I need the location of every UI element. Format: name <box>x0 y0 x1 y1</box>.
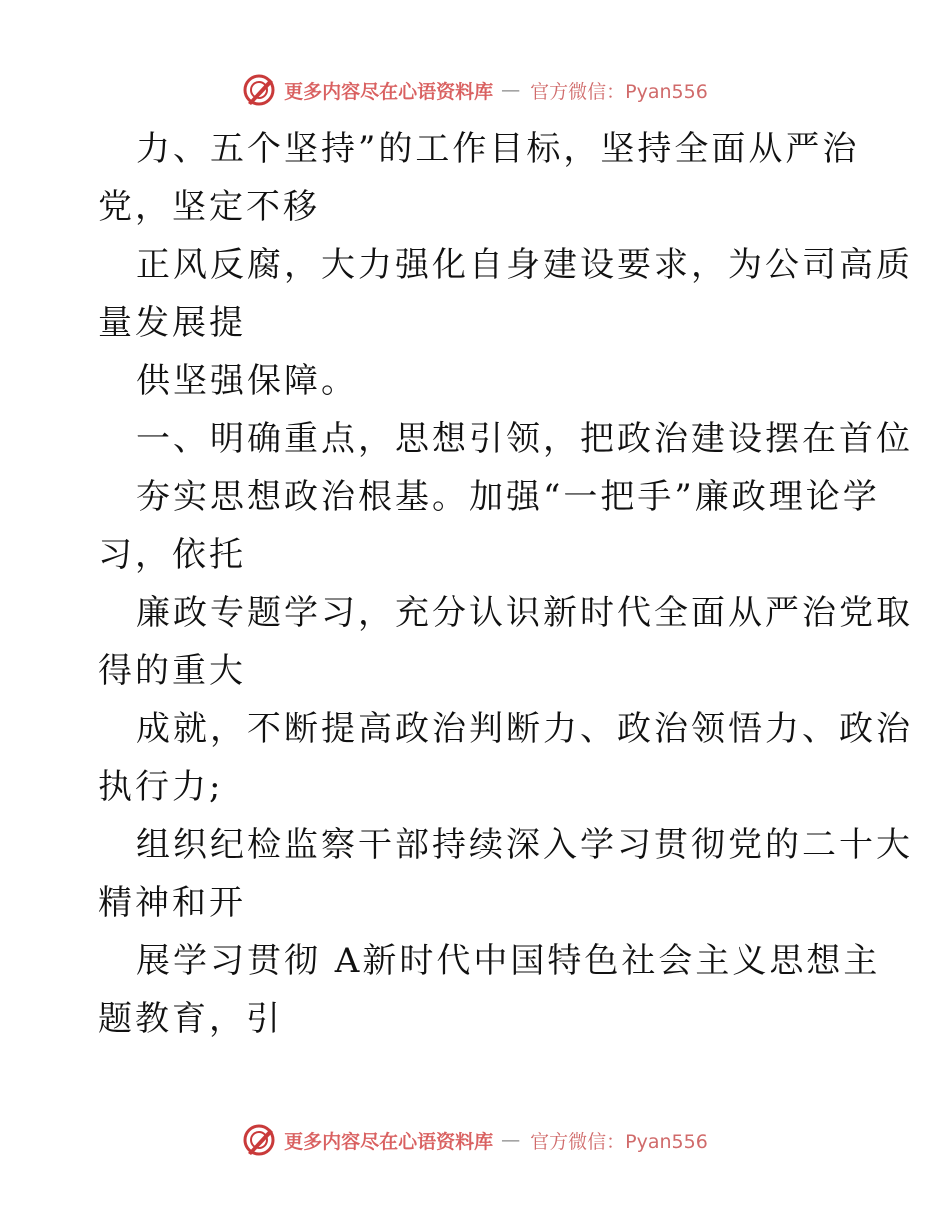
text-line: 组织纪检监察干部持续深入学习贯彻党的二十大 <box>136 825 913 865</box>
banner-wechat: 官方微信：Pyan556 <box>530 1130 708 1153</box>
text-line: 题教育，引 <box>98 999 283 1039</box>
text-line: 一、明确重点，思想引领，把政治建设摆在首位 <box>136 419 913 459</box>
text-line: 精神和开 <box>98 883 246 923</box>
pen-logo-icon <box>242 1123 276 1157</box>
text-line: 夯实思想政治根基。加强“一把手”廉政理论学 <box>136 477 880 517</box>
text-line: 成就，不断提高政治判断力、政治领悟力、政治 <box>136 709 913 749</box>
pen-logo-icon <box>242 73 276 107</box>
banner-title: 更多内容尽在心语资料库 <box>284 1130 494 1153</box>
document-body <box>98 120 913 1048</box>
text-line: 执行力; <box>98 767 224 807</box>
header-banner <box>0 70 950 110</box>
text-line: 量发展提 <box>98 303 246 343</box>
banner-wechat: 官方微信：Pyan556 <box>530 80 708 103</box>
text-line: 得的重大 <box>98 651 246 691</box>
banner-title: 更多内容尽在心语资料库 <box>284 80 494 103</box>
text-line: 正风反腐，大力强化自身建设要求，为公司高质 <box>136 245 913 285</box>
text-line: 习，依托 <box>98 535 246 575</box>
banner-separator: — <box>501 1129 521 1151</box>
text-line: 党，坚定不移 <box>98 187 320 227</box>
footer-banner <box>0 1120 950 1160</box>
text-line: 供坚强保障。 <box>136 361 358 401</box>
text-line: 廉政专题学习，充分认识新时代全面从严治党取 <box>136 593 913 633</box>
text-line: 展学习贯彻 A新时代中国特色社会主义思想主 <box>136 941 881 981</box>
banner-separator: — <box>501 79 521 101</box>
text-line: 力、五个坚持”的工作目标，坚持全面从严治 <box>136 129 860 169</box>
